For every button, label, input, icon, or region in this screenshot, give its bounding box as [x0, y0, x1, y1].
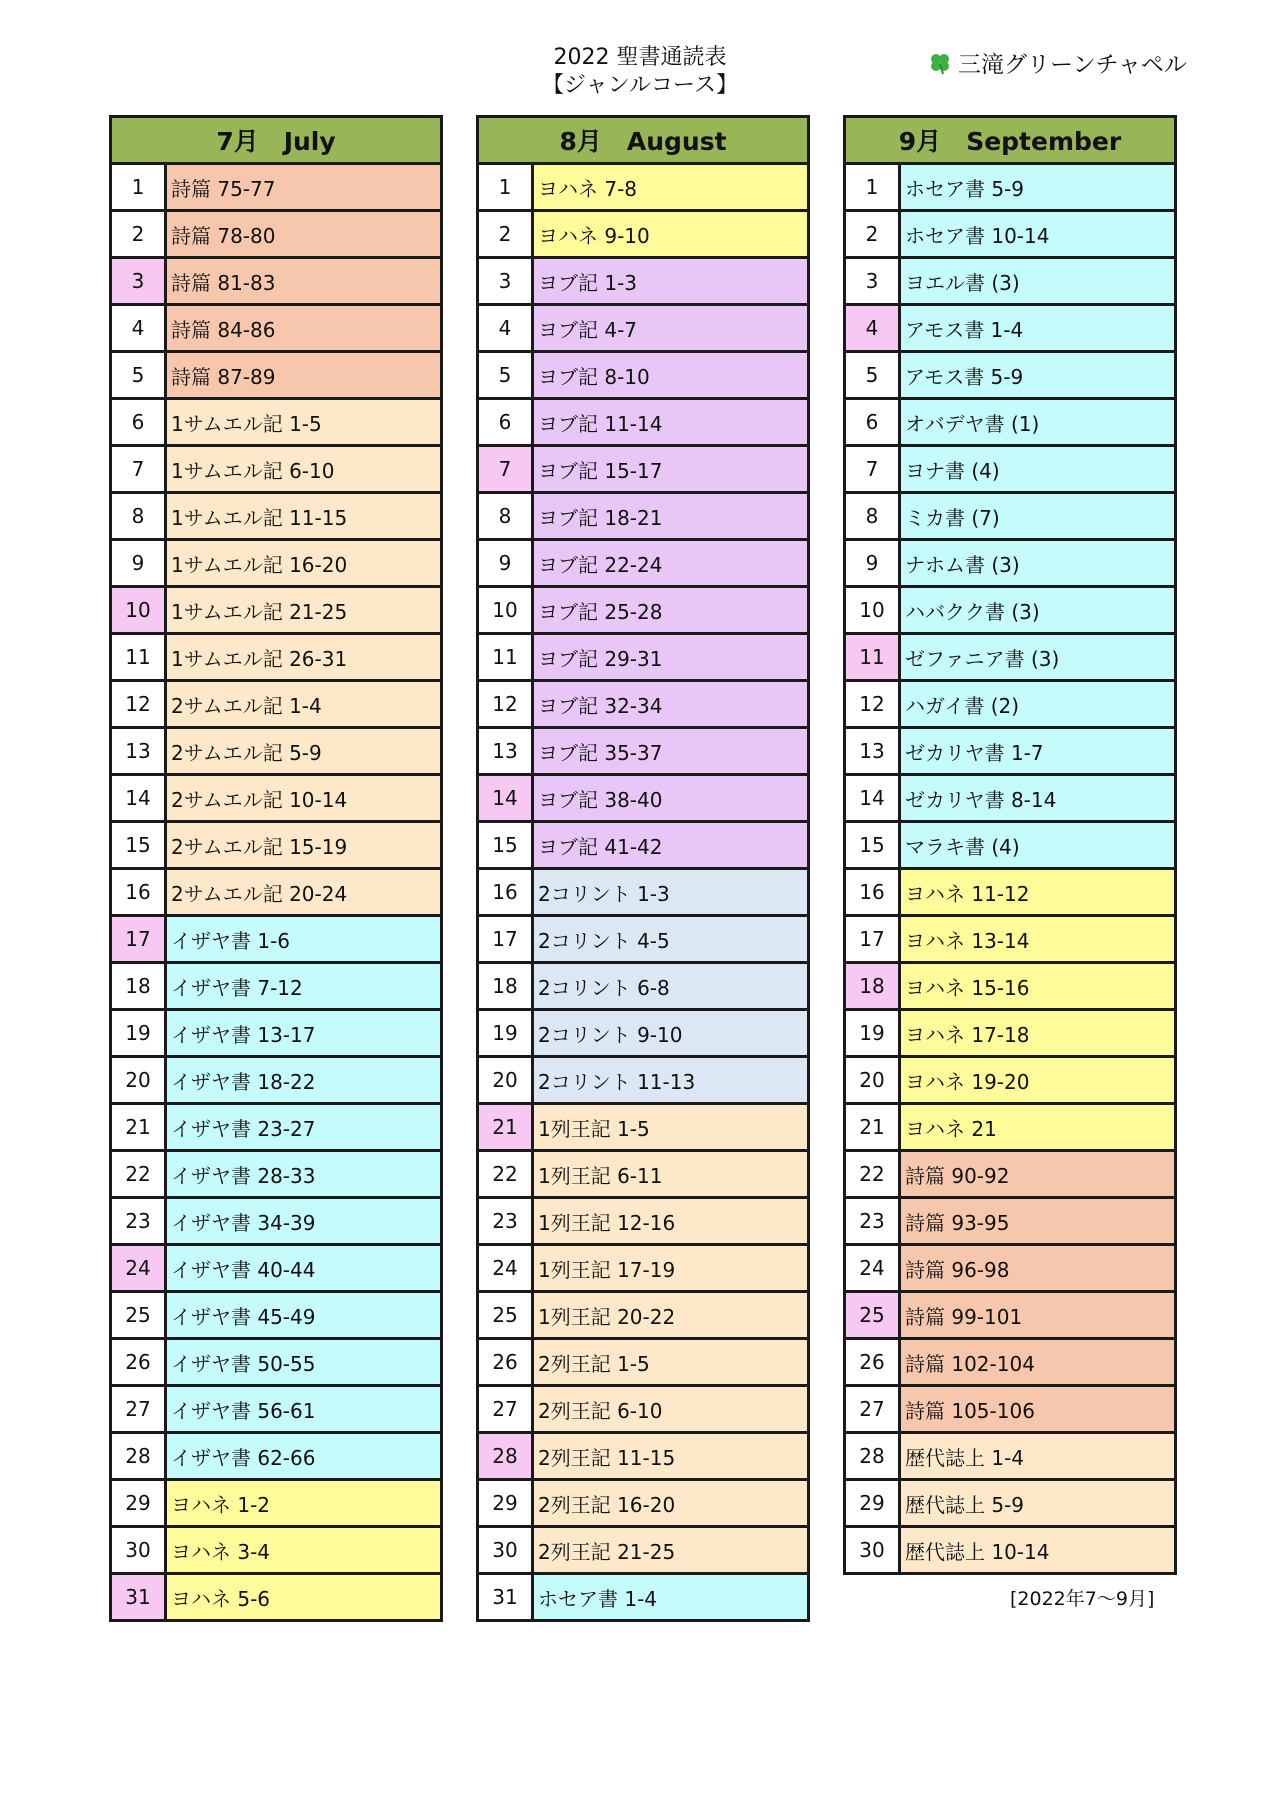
reading-passage: ヨブ記 22-24 — [534, 541, 807, 585]
reading-row — [479, 820, 807, 867]
day-number: 2 — [846, 212, 901, 256]
day-number: 11 — [479, 635, 534, 679]
reading-row — [112, 726, 440, 773]
reading-row — [112, 1431, 440, 1478]
reading-row — [846, 1055, 1174, 1102]
day-number: 24 — [112, 1246, 167, 1290]
reading-row — [479, 1431, 807, 1478]
reading-passage: 1列王記 12-16 — [534, 1199, 807, 1243]
reading-row — [479, 350, 807, 397]
reading-row — [846, 1008, 1174, 1055]
reading-passage: 2コリント 1-3 — [534, 870, 807, 914]
day-number: 29 — [479, 1481, 534, 1525]
reading-row — [112, 773, 440, 820]
reading-row — [479, 1290, 807, 1337]
reading-row — [846, 1149, 1174, 1196]
reading-row — [112, 165, 440, 209]
day-number: 9 — [846, 541, 901, 585]
day-number: 22 — [479, 1152, 534, 1196]
reading-row — [846, 585, 1174, 632]
day-number: 15 — [846, 823, 901, 867]
month-header: 8月 August — [479, 118, 807, 165]
reading-passage: ヨブ記 41-42 — [534, 823, 807, 867]
reading-passage: ヨナ書 (4) — [901, 447, 1174, 491]
reading-passage: ヨハネ 3-4 — [167, 1528, 440, 1572]
reading-row — [112, 1525, 440, 1572]
reading-passage: 詩篇 90-92 — [901, 1152, 1174, 1196]
reading-row — [479, 209, 807, 256]
reading-passage: 2コリント 6-8 — [534, 964, 807, 1008]
day-number: 5 — [846, 353, 901, 397]
month-header: 9月 September — [846, 118, 1174, 165]
reading-row — [479, 1478, 807, 1525]
page-title — [520, 44, 760, 100]
day-number: 28 — [112, 1434, 167, 1478]
reading-row — [846, 1525, 1174, 1572]
day-number: 25 — [479, 1293, 534, 1337]
reading-row — [112, 397, 440, 444]
reading-row — [846, 1243, 1174, 1290]
reading-passage: 詩篇 87-89 — [167, 353, 440, 397]
day-number: 6 — [846, 400, 901, 444]
day-number: 23 — [479, 1199, 534, 1243]
day-number: 28 — [846, 1434, 901, 1478]
day-number: 8 — [479, 494, 534, 538]
reading-passage: イザヤ書 23-27 — [167, 1105, 440, 1149]
day-number: 30 — [479, 1528, 534, 1572]
reading-row — [479, 1149, 807, 1196]
day-number: 31 — [479, 1575, 534, 1619]
day-number: 29 — [846, 1481, 901, 1525]
reading-passage: ゼカリヤ書 1-7 — [901, 729, 1174, 773]
reading-passage: ヨハネ 11-12 — [901, 870, 1174, 914]
day-number: 17 — [112, 917, 167, 961]
reading-passage: 歴代誌上 5-9 — [901, 1481, 1174, 1525]
reading-passage: イザヤ書 7-12 — [167, 964, 440, 1008]
reading-row — [112, 444, 440, 491]
reading-passage: ヨブ記 25-28 — [534, 588, 807, 632]
day-number: 24 — [846, 1246, 901, 1290]
reading-row — [479, 397, 807, 444]
reading-passage: アモス書 5-9 — [901, 353, 1174, 397]
reading-row — [846, 444, 1174, 491]
reading-passage: 歴代誌上 10-14 — [901, 1528, 1174, 1572]
reading-passage: ヨハネ 1-2 — [167, 1481, 440, 1525]
reading-row — [846, 350, 1174, 397]
reading-row — [112, 256, 440, 303]
reading-passage: ヨハネ 9-10 — [534, 212, 807, 256]
day-number: 15 — [479, 823, 534, 867]
reading-row — [479, 1102, 807, 1149]
reading-passage: 2列王記 1-5 — [534, 1340, 807, 1384]
day-number: 9 — [479, 541, 534, 585]
reading-row — [479, 867, 807, 914]
day-number: 25 — [846, 1293, 901, 1337]
day-number: 20 — [479, 1058, 534, 1102]
reading-passage: イザヤ書 34-39 — [167, 1199, 440, 1243]
month-rows — [846, 165, 1174, 1572]
reading-row — [846, 914, 1174, 961]
reading-row — [479, 961, 807, 1008]
reading-row — [846, 397, 1174, 444]
reading-row — [112, 303, 440, 350]
day-number: 12 — [846, 682, 901, 726]
day-number: 7 — [112, 447, 167, 491]
day-number: 24 — [479, 1246, 534, 1290]
period-footer: [2022年7～9月] — [1010, 1588, 1155, 1610]
reading-row — [112, 1149, 440, 1196]
day-number: 26 — [112, 1340, 167, 1384]
day-number: 11 — [846, 635, 901, 679]
day-number: 8 — [112, 494, 167, 538]
day-number: 18 — [846, 964, 901, 1008]
reading-row — [479, 1572, 807, 1619]
reading-row — [846, 165, 1174, 209]
day-number: 18 — [112, 964, 167, 1008]
reading-passage: 2サムエル記 20-24 — [167, 870, 440, 914]
day-number: 1 — [846, 165, 901, 209]
day-number: 6 — [112, 400, 167, 444]
reading-passage: ヨブ記 1-3 — [534, 259, 807, 303]
reading-passage: 詩篇 93-95 — [901, 1199, 1174, 1243]
reading-passage: 詩篇 96-98 — [901, 1246, 1174, 1290]
reading-row — [846, 1290, 1174, 1337]
reading-row — [112, 491, 440, 538]
day-number: 30 — [112, 1528, 167, 1572]
month-table-september — [843, 115, 1177, 1575]
reading-row — [479, 165, 807, 209]
reading-passage: イザヤ書 28-33 — [167, 1152, 440, 1196]
reading-passage: ヨハネ 17-18 — [901, 1011, 1174, 1055]
day-number: 2 — [112, 212, 167, 256]
reading-row — [112, 209, 440, 256]
reading-passage: 詩篇 75-77 — [167, 165, 440, 209]
reading-row — [479, 726, 807, 773]
day-number: 15 — [112, 823, 167, 867]
reading-passage: 2サムエル記 15-19 — [167, 823, 440, 867]
reading-row — [479, 585, 807, 632]
reading-row — [112, 1572, 440, 1619]
reading-passage: ヨブ記 4-7 — [534, 306, 807, 350]
reading-row — [846, 303, 1174, 350]
day-number: 20 — [112, 1058, 167, 1102]
day-number: 21 — [846, 1105, 901, 1149]
month-table-july — [109, 115, 443, 1622]
reading-passage: ホセア書 10-14 — [901, 212, 1174, 256]
day-number: 3 — [479, 259, 534, 303]
reading-row — [479, 1525, 807, 1572]
day-number: 3 — [112, 259, 167, 303]
reading-passage: ヨエル書 (3) — [901, 259, 1174, 303]
reading-row — [846, 820, 1174, 867]
reading-row — [112, 1243, 440, 1290]
chapel-label: 三滝グリーンチャペル — [958, 52, 1187, 78]
day-number: 27 — [112, 1387, 167, 1431]
day-number: 18 — [479, 964, 534, 1008]
reading-row — [846, 1384, 1174, 1431]
day-number: 4 — [112, 306, 167, 350]
month-table-august — [476, 115, 810, 1622]
reading-passage: ヨブ記 11-14 — [534, 400, 807, 444]
day-number: 7 — [479, 447, 534, 491]
reading-row — [846, 1478, 1174, 1525]
day-number: 13 — [846, 729, 901, 773]
reading-row — [846, 209, 1174, 256]
reading-passage: 詩篇 78-80 — [167, 212, 440, 256]
day-number: 16 — [479, 870, 534, 914]
day-number: 10 — [112, 588, 167, 632]
reading-row — [846, 1196, 1174, 1243]
day-number: 11 — [112, 635, 167, 679]
reading-passage: ヨブ記 8-10 — [534, 353, 807, 397]
reading-row — [479, 303, 807, 350]
day-number: 17 — [846, 917, 901, 961]
day-number: 6 — [479, 400, 534, 444]
reading-row — [846, 773, 1174, 820]
reading-passage: イザヤ書 13-17 — [167, 1011, 440, 1055]
title-course-line: 【ジャンルコース】 — [542, 73, 738, 98]
day-number: 19 — [846, 1011, 901, 1055]
title-year-line: 2022 聖書通読表 — [553, 45, 727, 70]
reading-passage: ヨハネ 7-8 — [534, 165, 807, 209]
reading-row — [479, 1243, 807, 1290]
day-number: 10 — [479, 588, 534, 632]
reading-passage: ヨブ記 32-34 — [534, 682, 807, 726]
reading-passage: オバデヤ書 (1) — [901, 400, 1174, 444]
reading-passage: 2コリント 9-10 — [534, 1011, 807, 1055]
reading-passage: ホセア書 1-4 — [534, 1575, 807, 1619]
reading-row — [846, 679, 1174, 726]
reading-passage: ヨハネ 5-6 — [167, 1575, 440, 1619]
reading-passage: 詩篇 81-83 — [167, 259, 440, 303]
day-number: 8 — [846, 494, 901, 538]
reading-row — [846, 632, 1174, 679]
reading-passage: マラキ書 (4) — [901, 823, 1174, 867]
day-number: 3 — [846, 259, 901, 303]
reading-passage: イザヤ書 62-66 — [167, 1434, 440, 1478]
reading-row — [846, 1337, 1174, 1384]
day-number: 17 — [479, 917, 534, 961]
day-number: 25 — [112, 1293, 167, 1337]
day-number: 23 — [112, 1199, 167, 1243]
reading-passage: 1サムエル記 6-10 — [167, 447, 440, 491]
reading-passage: ヨブ記 18-21 — [534, 494, 807, 538]
day-number: 12 — [112, 682, 167, 726]
reading-passage: 1列王記 1-5 — [534, 1105, 807, 1149]
reading-passage: ヨハネ 19-20 — [901, 1058, 1174, 1102]
clover-icon — [928, 51, 952, 75]
day-number: 4 — [479, 306, 534, 350]
reading-row — [112, 585, 440, 632]
reading-row — [846, 961, 1174, 1008]
day-number: 31 — [112, 1575, 167, 1619]
reading-passage: ヨハネ 13-14 — [901, 917, 1174, 961]
reading-passage: 歴代誌上 1-4 — [901, 1434, 1174, 1478]
reading-passage: 2列王記 6-10 — [534, 1387, 807, 1431]
reading-passage: 2サムエル記 5-9 — [167, 729, 440, 773]
reading-passage: 詩篇 99-101 — [901, 1293, 1174, 1337]
reading-row — [846, 538, 1174, 585]
reading-passage: イザヤ書 56-61 — [167, 1387, 440, 1431]
reading-row — [479, 491, 807, 538]
day-number: 9 — [112, 541, 167, 585]
reading-passage: 2コリント 11-13 — [534, 1058, 807, 1102]
reading-row — [112, 914, 440, 961]
day-number: 20 — [846, 1058, 901, 1102]
reading-passage: ゼカリヤ書 8-14 — [901, 776, 1174, 820]
reading-row — [112, 1290, 440, 1337]
reading-passage: ナホム書 (3) — [901, 541, 1174, 585]
reading-passage: アモス書 1-4 — [901, 306, 1174, 350]
reading-passage: 2コリント 4-5 — [534, 917, 807, 961]
reading-row — [479, 444, 807, 491]
day-number: 27 — [479, 1387, 534, 1431]
reading-row — [112, 1384, 440, 1431]
reading-row — [479, 632, 807, 679]
reading-row — [112, 867, 440, 914]
reading-row — [479, 538, 807, 585]
reading-passage: 1列王記 17-19 — [534, 1246, 807, 1290]
reading-passage: ヨハネ 21 — [901, 1105, 1174, 1149]
reading-row — [112, 632, 440, 679]
reading-passage: 1サムエル記 26-31 — [167, 635, 440, 679]
reading-passage: 詩篇 84-86 — [167, 306, 440, 350]
reading-passage: 1サムエル記 11-15 — [167, 494, 440, 538]
reading-row — [112, 1337, 440, 1384]
reading-row — [479, 773, 807, 820]
reading-passage: 2列王記 16-20 — [534, 1481, 807, 1525]
reading-passage: 2サムエル記 10-14 — [167, 776, 440, 820]
month-rows — [479, 165, 807, 1619]
day-number: 21 — [112, 1105, 167, 1149]
reading-passage: 2サムエル記 1-4 — [167, 682, 440, 726]
day-number: 5 — [112, 353, 167, 397]
day-number: 12 — [479, 682, 534, 726]
reading-passage: ヨハネ 15-16 — [901, 964, 1174, 1008]
reading-row — [112, 961, 440, 1008]
month-header: 7月 July — [112, 118, 440, 165]
day-number: 26 — [479, 1340, 534, 1384]
reading-passage: イザヤ書 40-44 — [167, 1246, 440, 1290]
day-number: 28 — [479, 1434, 534, 1478]
reading-passage: 1サムエル記 16-20 — [167, 541, 440, 585]
reading-row — [479, 1337, 807, 1384]
reading-passage: 1サムエル記 1-5 — [167, 400, 440, 444]
reading-passage: ヨブ記 29-31 — [534, 635, 807, 679]
reading-passage: ホセア書 5-9 — [901, 165, 1174, 209]
reading-passage: 2列王記 11-15 — [534, 1434, 807, 1478]
reading-row — [112, 820, 440, 867]
day-number: 4 — [846, 306, 901, 350]
reading-row — [112, 1055, 440, 1102]
reading-row — [846, 1431, 1174, 1478]
reading-passage: ゼファニア書 (3) — [901, 635, 1174, 679]
reading-row — [846, 491, 1174, 538]
reading-passage: 詩篇 105-106 — [901, 1387, 1174, 1431]
day-number: 14 — [479, 776, 534, 820]
reading-row — [479, 1384, 807, 1431]
reading-passage: ミカ書 (7) — [901, 494, 1174, 538]
day-number: 29 — [112, 1481, 167, 1525]
day-number: 16 — [112, 870, 167, 914]
reading-passage: 1サムエル記 21-25 — [167, 588, 440, 632]
day-number: 26 — [846, 1340, 901, 1384]
reading-passage: ヨブ記 15-17 — [534, 447, 807, 491]
day-number: 5 — [479, 353, 534, 397]
reading-row — [112, 1102, 440, 1149]
day-number: 13 — [479, 729, 534, 773]
reading-passage: イザヤ書 1-6 — [167, 917, 440, 961]
day-number: 19 — [112, 1011, 167, 1055]
reading-passage: 1列王記 6-11 — [534, 1152, 807, 1196]
reading-row — [846, 726, 1174, 773]
day-number: 1 — [112, 165, 167, 209]
reading-row — [479, 1055, 807, 1102]
reading-row — [846, 1102, 1174, 1149]
reading-passage: 詩篇 102-104 — [901, 1340, 1174, 1384]
reading-passage: 2列王記 21-25 — [534, 1528, 807, 1572]
reading-row — [112, 679, 440, 726]
day-number: 30 — [846, 1528, 901, 1572]
day-number: 22 — [846, 1152, 901, 1196]
reading-row — [479, 679, 807, 726]
day-number: 13 — [112, 729, 167, 773]
reading-row — [479, 1196, 807, 1243]
reading-row — [112, 350, 440, 397]
reading-row — [112, 538, 440, 585]
reading-row — [846, 256, 1174, 303]
day-number: 21 — [479, 1105, 534, 1149]
reading-row — [112, 1196, 440, 1243]
reading-passage: イザヤ書 50-55 — [167, 1340, 440, 1384]
reading-passage: 1列王記 20-22 — [534, 1293, 807, 1337]
reading-passage: イザヤ書 18-22 — [167, 1058, 440, 1102]
reading-row — [846, 867, 1174, 914]
day-number: 19 — [479, 1011, 534, 1055]
reading-row — [479, 1008, 807, 1055]
day-number: 27 — [846, 1387, 901, 1431]
reading-row — [479, 256, 807, 303]
day-number: 23 — [846, 1199, 901, 1243]
day-number: 2 — [479, 212, 534, 256]
day-number: 16 — [846, 870, 901, 914]
day-number: 22 — [112, 1152, 167, 1196]
reading-passage: ハバクク書 (3) — [901, 588, 1174, 632]
reading-passage: ヨブ記 35-37 — [534, 729, 807, 773]
reading-passage: ヨブ記 38-40 — [534, 776, 807, 820]
reading-row — [479, 914, 807, 961]
reading-passage: イザヤ書 45-49 — [167, 1293, 440, 1337]
month-rows — [112, 165, 440, 1619]
reading-row — [112, 1008, 440, 1055]
reading-row — [112, 1478, 440, 1525]
day-number: 14 — [846, 776, 901, 820]
day-number: 10 — [846, 588, 901, 632]
day-number: 1 — [479, 165, 534, 209]
reading-passage: ハガイ書 (2) — [901, 682, 1174, 726]
day-number: 7 — [846, 447, 901, 491]
chapel-name — [928, 46, 1187, 79]
day-number: 14 — [112, 776, 167, 820]
